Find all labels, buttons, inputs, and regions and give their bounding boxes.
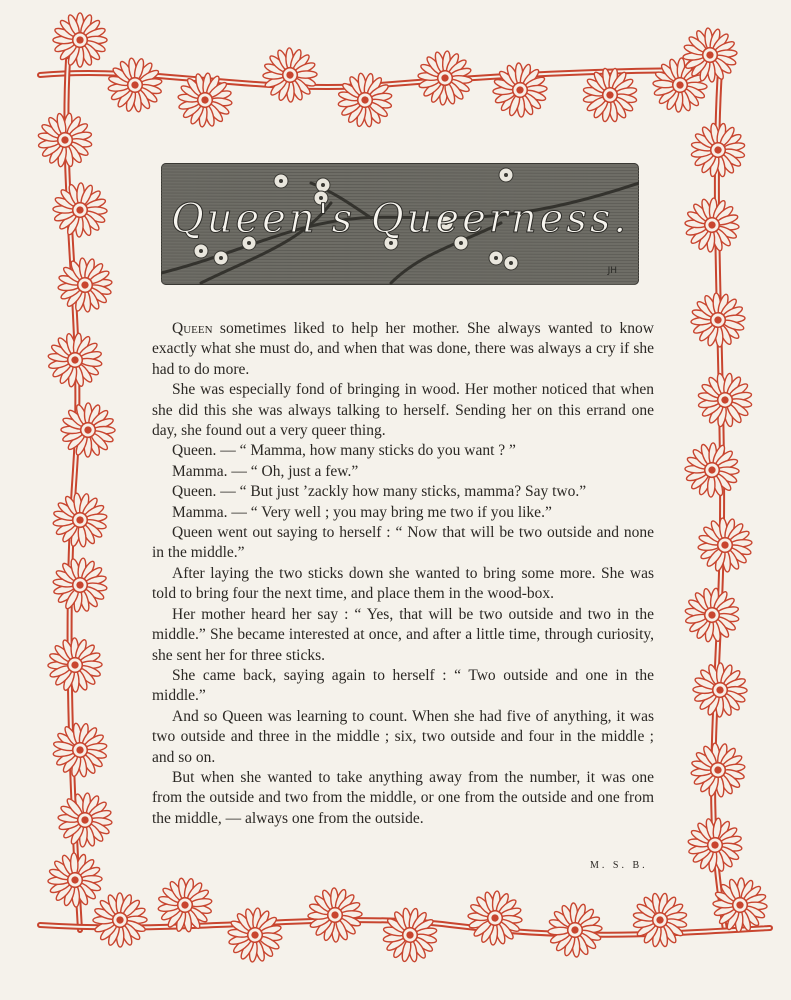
daisy-flower — [693, 368, 757, 432]
paragraph — [152, 319, 654, 380]
daisy-flower — [683, 196, 741, 254]
daisy-flower — [47, 637, 102, 692]
paragraph: Queen. — “ Mamma, how many sticks do you want ? ” — [172, 442, 516, 460]
daisy-flower — [681, 584, 743, 646]
daisy-flower — [622, 882, 697, 957]
daisy-flower — [688, 508, 761, 581]
daisy-flower — [42, 712, 118, 788]
daisy-flower — [255, 40, 325, 110]
daisy-flower — [51, 786, 119, 854]
daisy-flower — [40, 845, 109, 914]
paragraph-text: sometimes liked to help her mother. She always wanted to know exactly what she must do, and when that was done, there was always a cry if she had to do more. — [152, 320, 654, 378]
paragraph: And so Queen was learning to count. When she had five of anything, it was two outside and three in the middle ; six, two outside and four in the middle ; and so on. — [152, 707, 654, 766]
illustrator-monogram: JH — [607, 266, 617, 276]
paragraph: Queen went out saying to herself : “ Now that will be two outside and none in the middle.” — [152, 524, 654, 562]
daisy-flower — [416, 49, 475, 108]
daisy-flower — [541, 896, 610, 965]
daisy-flower — [217, 897, 293, 973]
paragraph: After laying the two sticks down she wanted to bring some more. She was told to bring four the next time, and place them in the wood-box. — [152, 564, 654, 603]
daisy-flower — [328, 63, 403, 138]
daisy-flower — [53, 395, 123, 465]
paragraph: Her mother heard her say : “ Yes, that will be two outside and two in the middle.” She became interested at once, and after a little time, through curiosity, she sent her for three sticks. — [152, 605, 654, 664]
paragraph: Mamma. — “ Oh, just a few.” — [172, 462, 359, 480]
author-signature: M. S. B. — [590, 860, 648, 871]
paragraph: Queen. — “ But just ’zackly how many sticks, mamma? Say two.” — [172, 483, 587, 501]
paragraph: She was especially fond of bringing in wood. Her mother noticed that when she did this she was always talking to herself. Sending her on this errand one day, she found out a very queer thing. — [152, 381, 654, 440]
opening-word: Queen — [172, 320, 213, 337]
daisy-flower — [680, 282, 756, 358]
daisy-flower — [482, 52, 558, 128]
title-banner — [161, 163, 639, 285]
daisy-flower — [307, 887, 363, 943]
daisy-flower — [688, 740, 748, 800]
daisy-flower — [676, 434, 748, 506]
daisy-flower — [372, 897, 447, 972]
daisy-flower — [42, 172, 118, 248]
paragraph: But when she wanted to take anything away from the number, it was one from the outside and two from the middle, or one from the outside and one from the middle, — always one from the outside. — [152, 768, 654, 827]
story-text — [152, 319, 654, 829]
daisy-flower — [42, 547, 118, 623]
paragraph: She came back, saying again to herself : “ Two outside and one in the middle.” — [152, 666, 654, 705]
daisy-flower — [461, 884, 529, 952]
daisy-flower — [53, 13, 107, 67]
daisy-flower — [97, 47, 173, 123]
paragraph: Mamma. — “ Very well ; you may bring me two if you like.” — [172, 503, 552, 521]
page-title: Queen's Queerness. — [170, 196, 630, 242]
daisy-flower — [34, 109, 97, 172]
daisy-flower — [47, 487, 113, 553]
daisy-flower — [55, 255, 114, 314]
daisy-flower — [682, 652, 758, 728]
